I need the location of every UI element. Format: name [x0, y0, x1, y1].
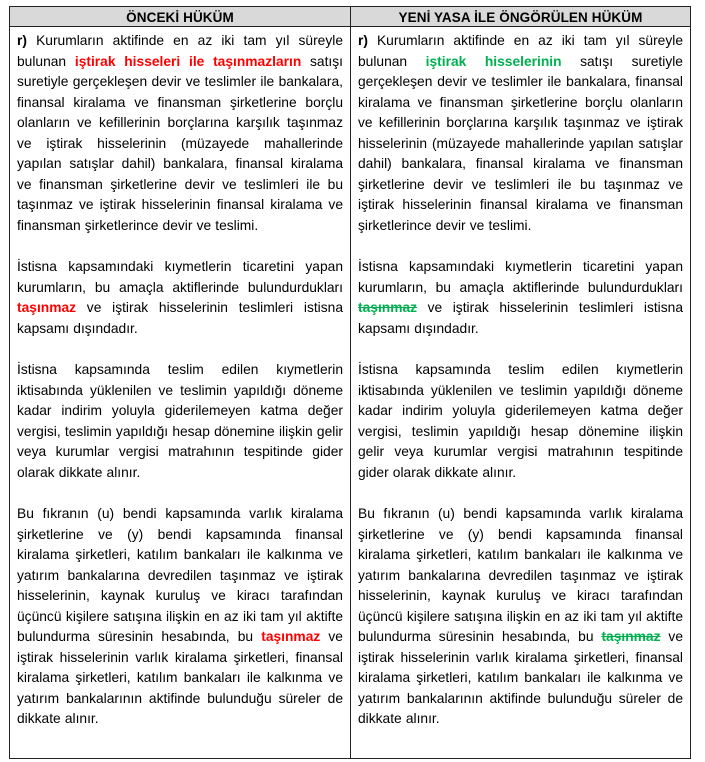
header-previous-provision: ÖNCEKİ HÜKÜM: [10, 7, 351, 27]
highlight-removed-text: iştirak hisseleri ile taşınmazların: [74, 53, 302, 69]
new-provision-cell: [351, 27, 691, 759]
paragraph-text: ve iştirak hisselerinin teslimleri istisna kapsamı dışındadır.: [17, 300, 343, 336]
paragraph-text: ve iştirak hisselerinin varlık kiralama şirketleri, finansal kiralama şirketleri, katılım bankaları ile kalkınma ve yatırım bankalarının aktifinde bulunduğu süreler de dikkate alınır.: [358, 629, 683, 726]
new-paragraph-1: [358, 31, 683, 236]
highlight-changed-text: iştirak hisselerinin: [425, 53, 562, 69]
paragraph-text: Kurumların aktifinde en az iki tam yıl süreyle bulunan: [17, 33, 343, 69]
paragraph-text: Kurumların aktifinde en az iki tam yıl süreyle bulunan: [358, 33, 683, 69]
paragraph-text: İstisna kapsamında teslim edilen kıymetlerin iktisabında yüklenilen ve teslimin yapıldığı döneme kadar indirim yoluyla giderilemeyen katma değer vergisi, teslimin yapıldığı hesap dönemine ilişkin gelir veya kurumlar vergisi matrahının tespitinde gider olarak dikkate alınır.: [17, 362, 343, 480]
paragraph-text: ve iştirak hisselerinin varlık kiralama şirketleri, finansal kiralama şirketleri, katılım bankaları ile kalkınma ve yatırım bankalarının aktifinde bulunduğu süreler de dikkate alınır.: [17, 629, 343, 726]
paragraph-text: Bu fıkranın (u) bendi kapsamında varlık kiralama şirketlerine ve (y) bendi kapsamında finansal kiralama şirketleri, katılım bankaları ile kalkınma ve yatırım bankalarına devredilen taşınmaz ve iştirak hisselerinin, kaynak kuruluş ve kiracı tarafından üçüncü kişilere satışına ilişkin en az iki tam yıl aktifte bulundurma süresinin hesabında, bu: [358, 506, 683, 644]
content-row: [10, 27, 691, 759]
header-new-provision: YENİ YASA İLE ÖNGÖRÜLEN HÜKÜM: [351, 7, 691, 27]
previous-paragraph-1: [17, 31, 343, 236]
paragraph-text: ve iştirak hisselerinin teslimleri istisna kapsamı dışındadır.: [358, 300, 683, 336]
paragraph-text: İstisna kapsamında teslim edilen kıymetlerin iktisabında yüklenilen ve teslimin yapıldığı döneme kadar indirim yoluyla giderilemeyen katma değer vergisi, teslimin yapıldığı hesap dönemine ilişkin gelir veya kurumlar vergisi matrahının tespitinde gider olarak dikkate alınır.: [358, 362, 683, 480]
struck-through-text: taşınmaz: [601, 629, 661, 644]
paragraph-text: Bu fıkranın (u) bendi kapsamında varlık kiralama şirketlerine ve (y) bendi kapsamında finansal kiralama şirketleri, katılım bankaları ile kalkınma ve yatırım bankalarına devredilen taşınmaz ve iştirak hisselerinin, kaynak kuruluş ve kiracı tarafından üçüncü kişilere satışına ilişkin en az iki tam yıl aktifte bulundurma süresinin hesabında, bu: [17, 506, 343, 644]
paragraph-text: satışı suretiyle gerçekleşen devir ve teslimler ile bankalara, finansal kiralama ve finansman şirketlerine borçlu olanların ve kefillerinin borçlarına karşılık taşınmaz ve iştirak hisselerinin (müzayede mahallerinde yapılan satışlar dahil) bankalara, finansal kiralama ve finansman şirketlerine devir ve teslimleri ile bu taşınmaz ve iştirak hisselerinin finansal kiralama ve finansman şirketlerince devir ve teslimi.: [17, 53, 343, 233]
comparison-document: [9, 6, 690, 759]
highlight-removed-text: taşınmaz: [261, 629, 321, 644]
paragraph-text: satışı suretiyle gerçekleşen devir ve teslimler ile bankalara, finansal kiralama ve finansman şirketlerine borçlu olanların ve kefillerinin borçlarına karşılık taşınmaz ve iştirak hisselerinin (müzayede mahallerinde yapılan satışlar dahil) bankalara, finansal kiralama ve finansman şirketlerine devir ve teslimleri ile bu taşınmaz ve iştirak hisselerinin finansal kiralama ve finansman şirketlerince devir ve teslimi.: [358, 53, 683, 233]
header-row: [10, 7, 691, 27]
previous-paragraph-2: [17, 257, 343, 339]
paragraph-text: İstisna kapsamındaki kıymetlerin ticaretini yapan kurumların, bu amaçla aktiflerinde bulundurdukları: [17, 259, 343, 295]
previous-paragraph-3: [17, 360, 343, 483]
clause-letter: r): [358, 33, 368, 48]
new-paragraph-3: [358, 360, 683, 483]
previous-provision-cell: [10, 27, 351, 759]
clause-letter: r): [17, 33, 27, 48]
previous-paragraph-4: [17, 504, 343, 730]
highlight-removed-text: taşınmaz: [17, 300, 77, 315]
struck-through-text: taşınmaz: [358, 300, 418, 315]
new-paragraph-4: [358, 504, 683, 730]
comparison-table: [9, 6, 691, 759]
paragraph-text: İstisna kapsamındaki kıymetlerin ticaretini yapan kurumların, bu amaçla aktiflerinde bulundurdukları: [358, 259, 683, 295]
new-paragraph-2: [358, 257, 683, 339]
